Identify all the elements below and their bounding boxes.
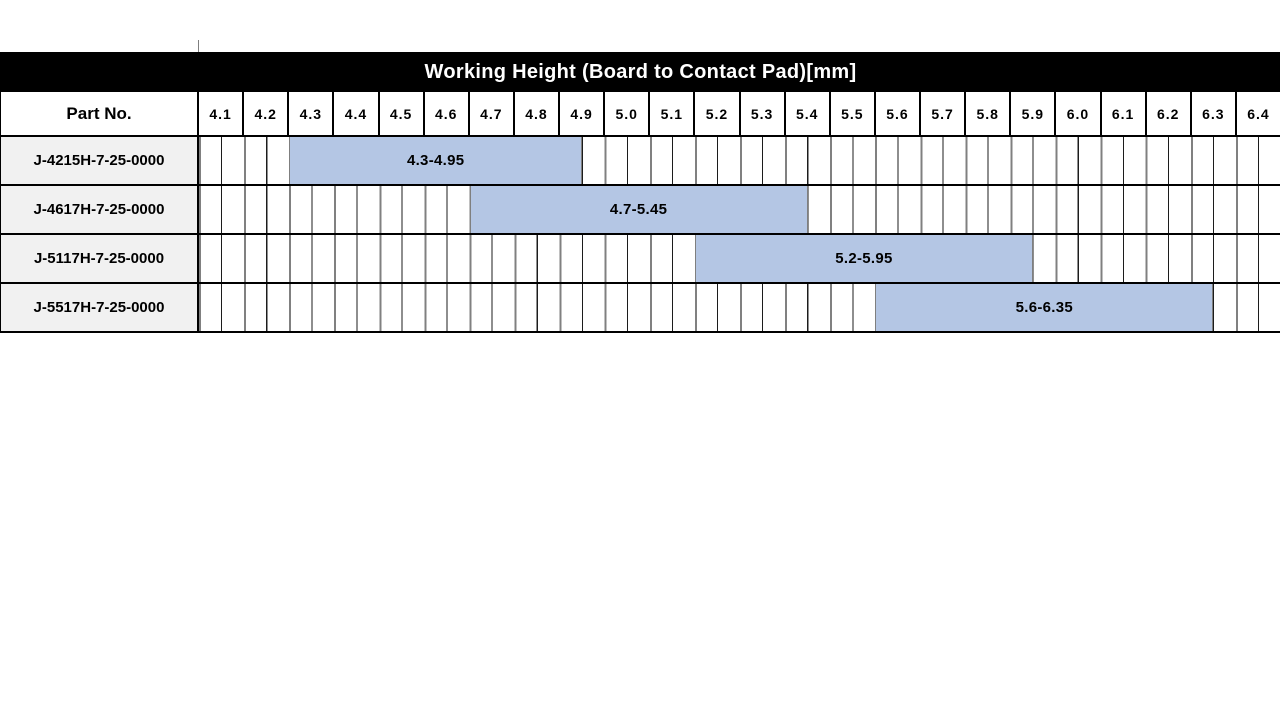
part-number-cell: J-4215H-7-25-0000	[1, 137, 199, 184]
row-grid-track	[199, 137, 1280, 184]
cell-divider-notch	[198, 40, 199, 52]
row-grid-track	[199, 186, 1280, 233]
axis-tick: 4.2	[242, 92, 287, 135]
part-no-column-header: Part No.	[1, 92, 199, 135]
axis-tick: 5.1	[648, 92, 693, 135]
axis-tick: 4.4	[332, 92, 377, 135]
chart-header-row	[1, 92, 1280, 137]
axis-tick: 5.6	[874, 92, 919, 135]
range-bar-label: 4.7-5.45	[609, 201, 668, 218]
axis-tick: 5.5	[829, 92, 874, 135]
range-bar-label: 5.6-6.35	[1015, 299, 1074, 316]
axis-tick: 6.0	[1054, 92, 1099, 135]
axis-tick: 6.2	[1145, 92, 1190, 135]
axis-tick: 5.4	[784, 92, 829, 135]
chart-body	[1, 137, 1280, 333]
part-row	[1, 186, 1280, 235]
working-height-chart	[0, 52, 1280, 333]
part-row	[1, 235, 1280, 284]
part-row	[1, 137, 1280, 186]
axis-tick: 4.7	[468, 92, 513, 135]
axis-tick: 4.6	[423, 92, 468, 135]
range-bar-label: 5.2-5.95	[835, 250, 893, 267]
axis-tick: 4.9	[558, 92, 603, 135]
axis-tick: 5.0	[603, 92, 648, 135]
row-grid-track	[199, 284, 1280, 331]
axis-tick: 4.3	[287, 92, 332, 135]
chart-title-bar	[1, 52, 1280, 92]
part-number-cell: J-5517H-7-25-0000	[1, 284, 199, 331]
axis-tick: 5.9	[1009, 92, 1054, 135]
part-number-cell: J-4617H-7-25-0000	[1, 186, 199, 233]
working-height-range-bar	[470, 186, 808, 233]
part-number-cell: J-5117H-7-25-0000	[1, 235, 199, 282]
axis-tick: 5.8	[964, 92, 1009, 135]
axis-tick: 4.5	[378, 92, 423, 135]
axis-tick: 6.1	[1100, 92, 1145, 135]
row-grid-track	[199, 235, 1280, 282]
axis-tick: 6.3	[1190, 92, 1235, 135]
axis-tick-row	[199, 92, 1280, 135]
axis-tick: 5.3	[739, 92, 784, 135]
axis-tick: 6.4	[1235, 92, 1280, 135]
part-row	[1, 284, 1280, 333]
axis-tick: 5.2	[693, 92, 738, 135]
axis-tick: 4.8	[513, 92, 558, 135]
working-height-range-bar	[695, 235, 1033, 282]
working-height-range-bar	[875, 284, 1213, 331]
working-height-range-bar	[289, 137, 582, 184]
axis-tick: 5.7	[919, 92, 964, 135]
axis-tick: 4.1	[209, 105, 232, 122]
chart-title: Working Height (Board to Contact Pad)[mm]	[424, 60, 857, 83]
range-bar-label: 4.3-4.95	[406, 152, 465, 169]
